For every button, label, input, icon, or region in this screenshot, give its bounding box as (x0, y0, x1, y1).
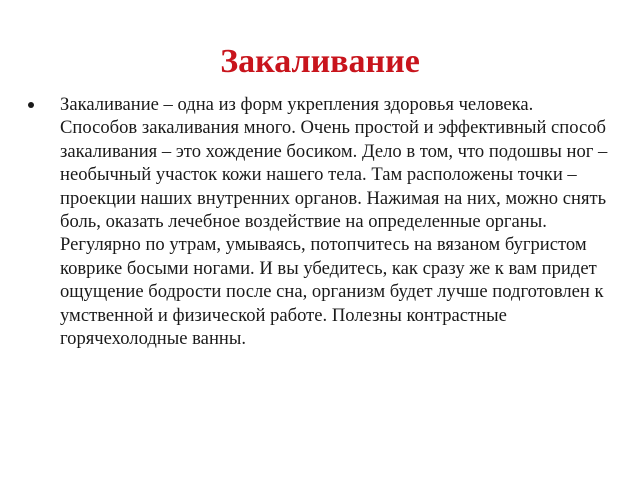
bullet-list (22, 93, 612, 350)
bullet-text: Закаливание – одна из форм укрепления здоровья человека. Способов закаливания много. Очень простой и эффективный способ закаливания – это хождение босиком. Дело в том, что подошвы ног – необычный участок кожи нашего тела. Там расположены точки – проекции наших внутренних органов. Нажимая на них, можно снять боль, оказать лечебное воздействие на определенные органы. Регулярно по утрам, умываясь, потопчитесь на вязаном бугристом коврике босыми ногами. И вы убедитесь, как сразу же к вам придет ощущение бодрости после сна, организм будет лучше подготовлен к умственной и физической работе. Полезны контрастные горячехолодные ванны. (60, 94, 608, 350)
bullet-item (22, 93, 612, 350)
bullet-dot-icon (28, 102, 34, 108)
slide-title: Закаливание (220, 43, 420, 80)
